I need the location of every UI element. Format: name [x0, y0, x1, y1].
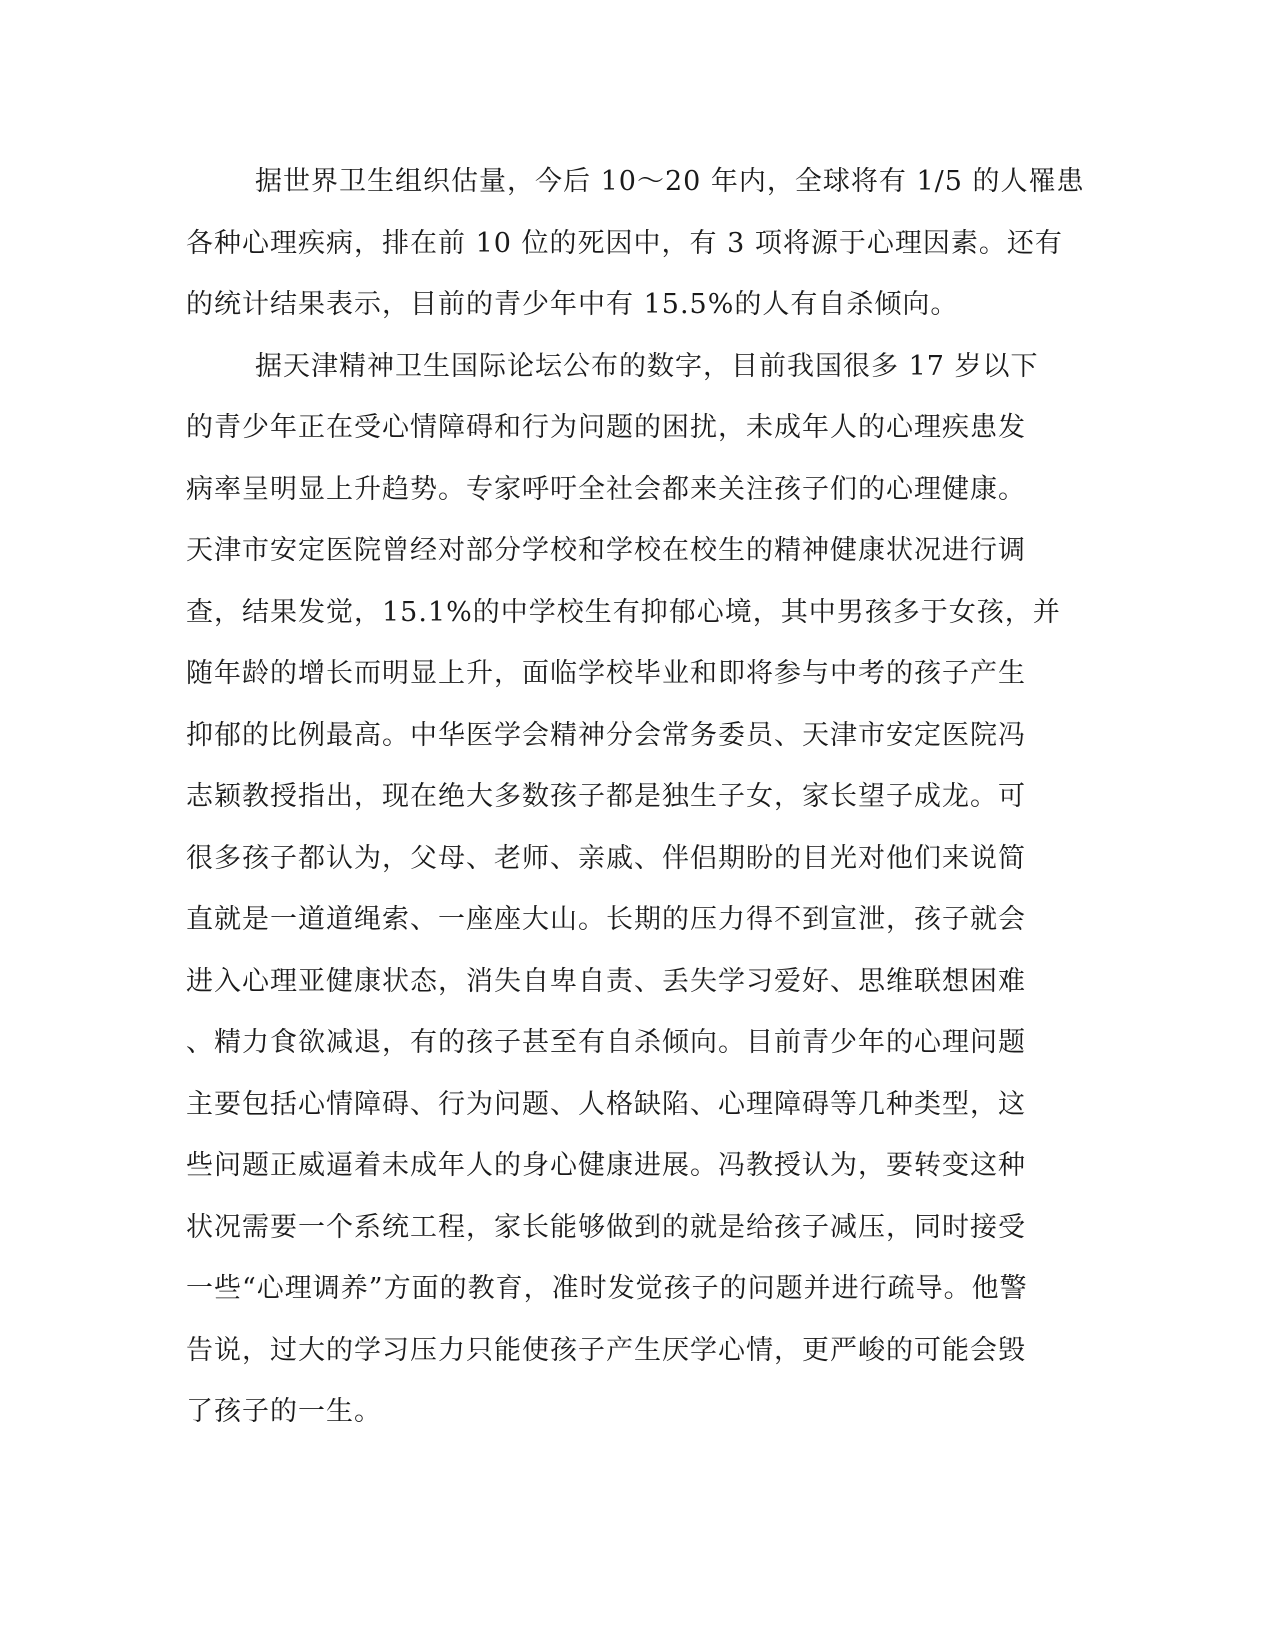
text-line: 随年龄的增长而明显上升，面临学校毕业和即将参与中考的孩子产生 — [186, 658, 1026, 689]
text-line: 各种心理疾病，排在前 10 位的死因中，有 3 项将源于心理因素。还有 — [186, 227, 1063, 259]
text-line: 病率呈明显上升趋势。专家呼吁全社会都来关注孩子们的心理健康。 — [186, 473, 1026, 505]
text-line: 志颖教授指出，现在绝大多数孩子都是独生子女，家长望子成龙。可 — [186, 781, 1026, 812]
text-line: 直就是一道道绳索、一座座大山。长期的压力得不到宣泄，孩子就会 — [186, 904, 1026, 935]
text-line: 主要包括心情障碍、行为问题、人格缺陷、心理障碍等几种类型，这 — [186, 1088, 1026, 1120]
text-line: 状况需要一个系统工程，家长能够做到的就是给孩子减压，同时接受 — [186, 1211, 1026, 1243]
paragraph-2 — [186, 347, 1061, 1454]
text-line: 进入心理亚健康状态，消失自卑自责、丢失学习爱好、思维联想困难 — [186, 965, 1026, 997]
text-line: 的青少年正在受心情障碍和行为问题的困扰，未成年人的心理疾患发 — [186, 412, 1026, 443]
text-line: 抑郁的比例最高。中华医学会精神分会常务委员、天津市安定医院冯 — [186, 719, 1026, 751]
text-line: 据天津精神卫生国际论坛公布的数字，目前我国很多 17 岁以下 — [255, 350, 1039, 382]
text-line: 一些“心理调养”方面的教育，准时发觉孩子的问题并进行疏导。他警 — [186, 1273, 1028, 1304]
text-line: 些问题正威逼着未成年人的身心健康进展。冯教授认为，要转变这种 — [186, 1150, 1026, 1181]
text-line: 了孩子的一生。 — [186, 1396, 382, 1427]
text-line: 的统计结果表示，目前的青少年中有 15.5%的人有自杀倾向。 — [186, 289, 959, 320]
text-line: 天津市安定医院曾经对部分学校和学校在校生的精神健康状况进行调 — [186, 535, 1026, 566]
paragraph-1 — [186, 162, 1085, 347]
text-line: 查，结果发觉，15.1%的中学校生有抑郁心境，其中男孩多于女孩，并 — [186, 596, 1061, 628]
text-line: 很多孩子都认为，父母、老师、亲戚、伴侣期盼的目光对他们来说简 — [186, 842, 1026, 874]
text-line: 告说，过大的学习压力只能使孩子产生厌学心情，更严峻的可能会毁 — [186, 1334, 1026, 1366]
text-line: 据世界卫生组织估量，今后 10～20 年内，全球将有 1/5 的人罹患 — [255, 166, 1085, 197]
body-text — [186, 162, 1085, 1454]
text-line: 、精力食欲减退，有的孩子甚至有自杀倾向。目前青少年的心理问题 — [186, 1027, 1026, 1058]
